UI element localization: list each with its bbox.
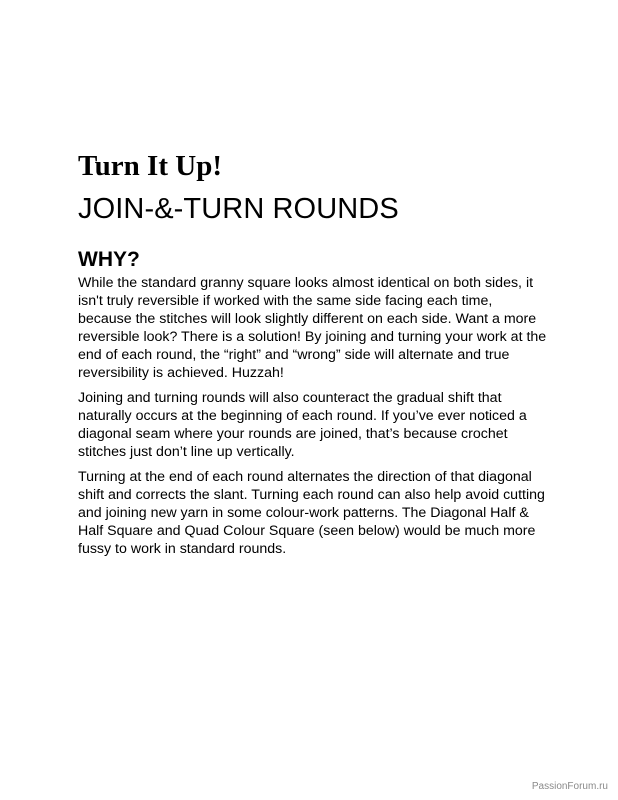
paragraph-turning-benefits: Turning at the end of each round alternates the direction of that diagonal shift and corrects the slant. Turning each round can also help avoid cutting and joining new yarn in some colour-work patterns. The Diagonal Half & Half Square and Quad Colour Square (seen below) would be much more fussy to work in standard rounds. — [78, 469, 545, 557]
paragraph-gradual-shift: Joining and turning rounds will also counteract the gradual shift that naturally occurs at the beginning of each round. If you’ve ever noticed a diagonal seam where your rounds are joined, that’s because crochet stitches just don’t line up vertically. — [78, 390, 527, 460]
watermark-text: PassionForum.ru — [531, 781, 608, 792]
document-page — [78, 148, 548, 565]
paragraph-reversibility: While the standard granny square looks almost identical on both sides, it isn't truly reversible if worked with the same side facing each time, because the stitches will look slightly different on each side. Want a more reversible look? There is a solution! By joining and turning your work at the end of each round, the “right” and “wrong” side will alternate and true reversibility is achieved. Huzzah! — [78, 275, 547, 381]
section-heading-why: WHY? — [78, 248, 140, 271]
page-subtitle: JOIN-&-TURN ROUNDS — [78, 193, 399, 225]
page-title: Turn It Up! — [78, 150, 222, 182]
